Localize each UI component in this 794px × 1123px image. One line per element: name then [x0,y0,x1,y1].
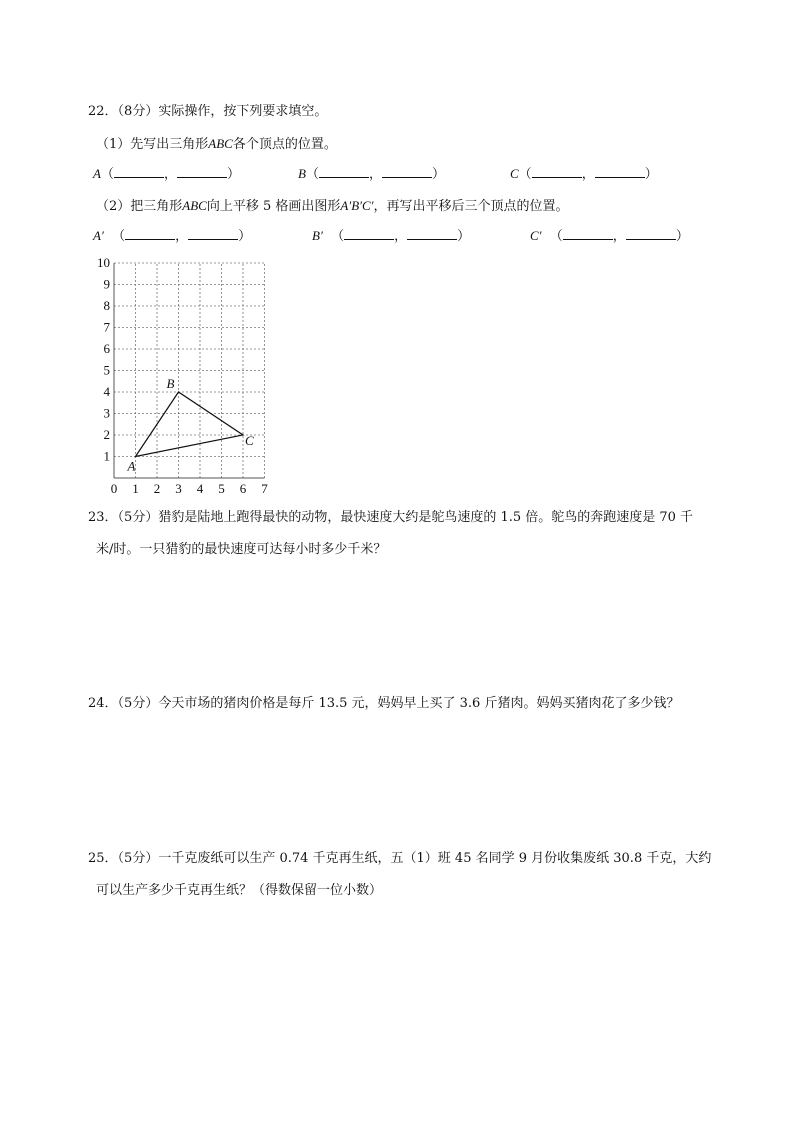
q23-line1: 23．（5分）猎豹是陆地上跑得最快的动物，最快速度大约是鸵鸟速度的 1.5 倍。鸵鸟的奔跑速度是 70 千 [88,510,694,525]
vertex-label-a: A [127,458,136,474]
q22-part1: （1）先写出三角形ABC各个顶点的位置。 [96,136,337,152]
y-tick-label: 7 [103,319,110,335]
x-tick-label: 3 [175,481,182,496]
answer-c-y-blank[interactable] [595,165,645,178]
x-tick-label: 6 [239,481,247,496]
answer-c-prime-y-blank[interactable] [626,227,676,240]
x-tick-label: 7 [261,481,268,496]
y-tick-label: 5 [103,362,110,378]
y-tick-label: 10 [97,255,110,270]
answer-a-prime-x-blank[interactable] [125,227,175,240]
q23-line2: 米/时。一只猎豹的最快速度可达每小时多少千米？ [96,542,387,557]
y-tick-label: 6 [103,341,110,356]
y-tick-label: 9 [103,276,110,292]
answer-a-x-blank[interactable] [114,165,164,178]
y-tick-label: 1 [103,448,110,464]
answer-b-prime: B′ （ ， ） [312,228,471,244]
answer-c-x-blank[interactable] [532,165,582,178]
q22-part2: （2）把三角形ABC向上平移 5 格画出图形A′B′C′，再写出平移后三个顶点的位置。 [96,198,569,214]
answer-a: A（ ， ） [93,166,240,182]
answer-a-y-blank[interactable] [177,165,227,178]
answer-c-prime-x-blank[interactable] [563,227,613,240]
answer-a-prime: A′ （ ， ） [93,228,252,244]
tick-labels [97,255,268,496]
answer-b: B（ ， ） [298,166,445,182]
answer-b-y-blank[interactable] [382,165,432,178]
q22-title: 实际操作，按下列要求填空。 [158,104,328,119]
q25-line1: 25．（5分）一千克废纸可以生产 0.74 千克再生纸，五（1）班 45 名同学 9 月份收集废纸 30.8 千克，大约 [88,851,712,866]
answer-c: C（ ， ） [510,166,658,182]
coordinate-grid [88,252,288,497]
triangle-outline [136,392,244,457]
answer-c-prime: C′ （ ， ） [530,228,689,244]
answer-a-prime-y-blank[interactable] [188,227,238,240]
q22-score: （8分） [117,104,159,119]
q24-line1: 24．（5分）今天市场的猪肉价格是每斤 13.5 元，妈妈早上买了 3.6 斤猪肉。妈妈买猪肉花了多少钱？ [88,696,680,711]
answer-b-x-blank[interactable] [319,165,369,178]
vertex-label-b: B [166,376,175,391]
answer-b-prime-x-blank[interactable] [344,227,394,240]
x-tick-label: 0 [110,481,118,496]
x-tick-label: 1 [132,481,139,496]
vertex-label-c: C [245,433,254,448]
y-tick-label: 3 [103,405,110,421]
answer-b-prime-y-blank[interactable] [407,227,457,240]
triangle-abc [127,376,255,474]
y-tick-label: 8 [103,298,110,313]
q25-line2: 可以生产多少千克再生纸？（得数保留一位小数） [96,883,383,898]
x-tick-label: 5 [218,481,225,496]
x-tick-label: 2 [153,481,161,496]
y-tick-label: 2 [103,427,110,442]
y-tick-label: 4 [103,384,110,399]
q22-heading [88,103,327,121]
x-tick-label: 4 [196,481,204,496]
q22-number: 22． [88,104,118,119]
